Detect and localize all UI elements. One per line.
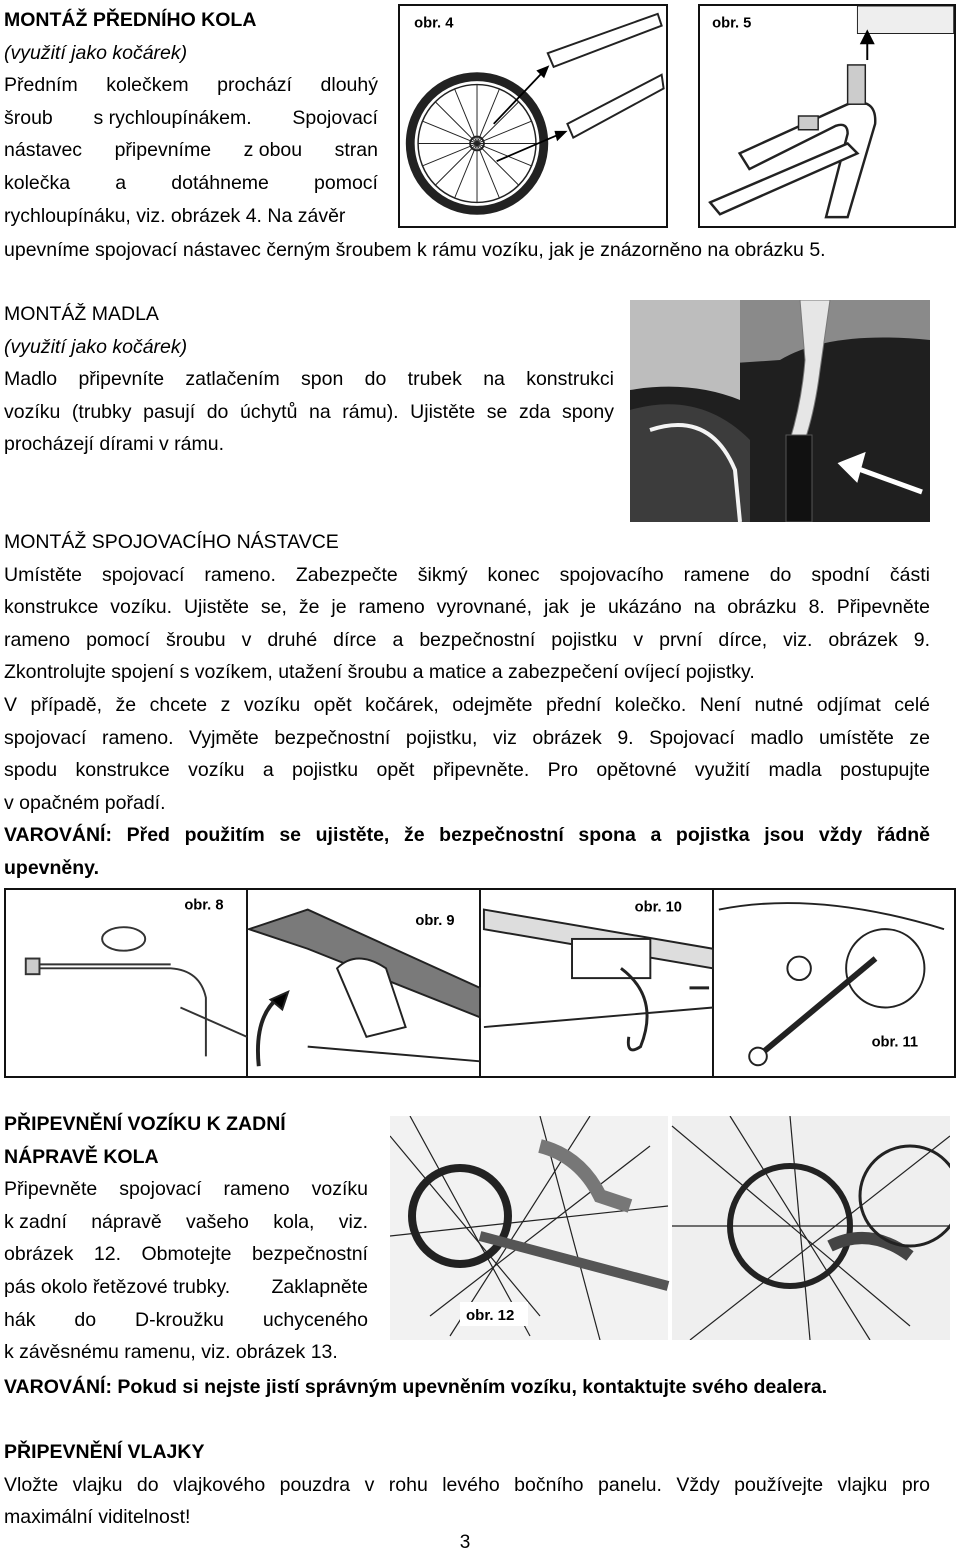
section-handle [4, 298, 614, 461]
figure-12 [390, 1116, 950, 1340]
text-line: Předním kolečkem prochází dlouhý [4, 74, 378, 97]
text-line: Madlo připevníte zatlačením spon do trubek na konstrukci [4, 368, 614, 391]
text-line: hák do D-kroužku uchyceného [4, 1308, 368, 1331]
figure-label: obr. 10 [634, 899, 682, 916]
text-line: k závěsnému ramenu, viz. obrázek 13. [4, 1341, 338, 1364]
connector-arm-illustrations [6, 890, 954, 1076]
text-line: V případě, že chcete z vozíku opět kočárek, odejměte přední kolečko. Není nutné odjímat celé [4, 693, 930, 716]
warning-line: VAROVÁNÍ: Pokud si nejste jistí správným upevněním vozíku, kontaktujte svého dealera. [4, 1376, 828, 1398]
text-line: Vložte vlajku do vlajkového pouzdra v rohu levého bočního panelu. Vždy používejte vlajku pro [4, 1473, 930, 1496]
text-line: Umístěte spojovací rameno. Zabezpečte šikmý konec spojovacího ramene do spodní části [4, 563, 930, 586]
section-title: MONTÁŽ PŘEDNÍHO KOLA [4, 9, 257, 31]
figures-8-11 [4, 888, 956, 1078]
wheel-icon [410, 77, 544, 211]
section-title: MONTÁŽ MADLA [4, 303, 159, 325]
figure-label: obr. 5 [712, 15, 752, 32]
section-connector [4, 526, 930, 885]
warning-line: upevněny. [4, 856, 99, 879]
section-front-wheel [4, 4, 378, 232]
text-line: spodu konstrukce vozíku a pojistku opět připevněte. Pro opětovné využití madla postupujte [4, 759, 930, 782]
section-rear-axle [4, 1108, 368, 1369]
section-title: PŘIPEVNĚNÍ VOZÍKU K ZADNÍ [4, 1113, 286, 1135]
figure-4 [398, 4, 668, 228]
figure-label: obr. 12 [466, 1307, 515, 1324]
page-number: 3 [459, 1532, 471, 1553]
section-flag [4, 1436, 930, 1534]
text-line: šroub s rychloupínákem. Spojovací [4, 106, 378, 129]
text-line: obrázek 12. Obmotejte bezpečnostní [4, 1243, 368, 1266]
text-line: rameno pomocí šroubu v druhé dírce a bezpečnostní pojistku v první dírce, viz. obrázek 9. [4, 628, 930, 651]
figure-label: obr. 4 [414, 15, 454, 32]
text-line: konstrukce vozíku. Ujistěte se, že je rameno vyrovnané, jak je ukázáno na obrázku 8. Připevněte [4, 596, 930, 619]
text-line: vozíku (trubky pasují do úchytů na rámu). Ujistěte se zda spony [4, 400, 614, 423]
warning-line: VAROVÁNÍ: Před použitím se ujistěte, že bezpečnostní spona a pojistka jsou vždy řádně [4, 824, 930, 847]
text-line: nástavec připevníme z obou stran [4, 139, 378, 162]
text-line: spojovací rameno. Vyjměte bezpečnostní pojistku, viz obrázek 9. Spojovací madlo umístěte ze [4, 726, 930, 749]
text-line: v opačném pořadí. [4, 791, 166, 814]
text-line: kolečka a dotáhneme pomocí [4, 171, 378, 194]
text-line: Připevněte spojovací rameno vozíku [4, 1178, 368, 1201]
stroller-handle-photo [630, 300, 930, 522]
section-subtitle: (využití jako kočárek) [4, 335, 188, 358]
text-line: k zadní nápravě vašeho kola, viz. [4, 1210, 368, 1233]
figure-label: obr. 9 [415, 913, 455, 930]
section-subtitle: (využití jako kočárek) [4, 41, 188, 64]
connector-frame-illustration [700, 6, 954, 226]
text-line: maximální viditelnost! [4, 1506, 191, 1529]
section-title: NÁPRAVĚ KOLA [4, 1145, 159, 1168]
figure-label: obr. 8 [184, 897, 224, 914]
text-line: pás okolo řetězové trubky. Zaklapněte [4, 1275, 368, 1298]
section-title: PŘIPEVNĚNÍ VLAJKY [4, 1441, 205, 1463]
figure-label: obr. 11 [871, 1034, 919, 1051]
text-line: procházejí dírami v rámu. [4, 433, 224, 456]
rear-axle-photos [390, 1116, 950, 1340]
handle-photo [630, 300, 930, 522]
section-title: MONTÁŽ SPOJOVACÍHO NÁSTAVCE [4, 531, 339, 553]
figure-5 [698, 4, 956, 228]
text-line: rychloupínáku, viz. obrázek 4. Na závěr [4, 204, 346, 227]
front-wheel-illustration [400, 6, 666, 226]
text-line: Zkontrolujte spojení s vozíkem, utažení šroubu a matice a zabezpečení ovíjecí pojistky. [4, 661, 755, 684]
text-line: upevníme spojovací nástavec černým šroubem k rámu vozíku, jak je znázorněno na obrázku 5. [4, 239, 826, 261]
